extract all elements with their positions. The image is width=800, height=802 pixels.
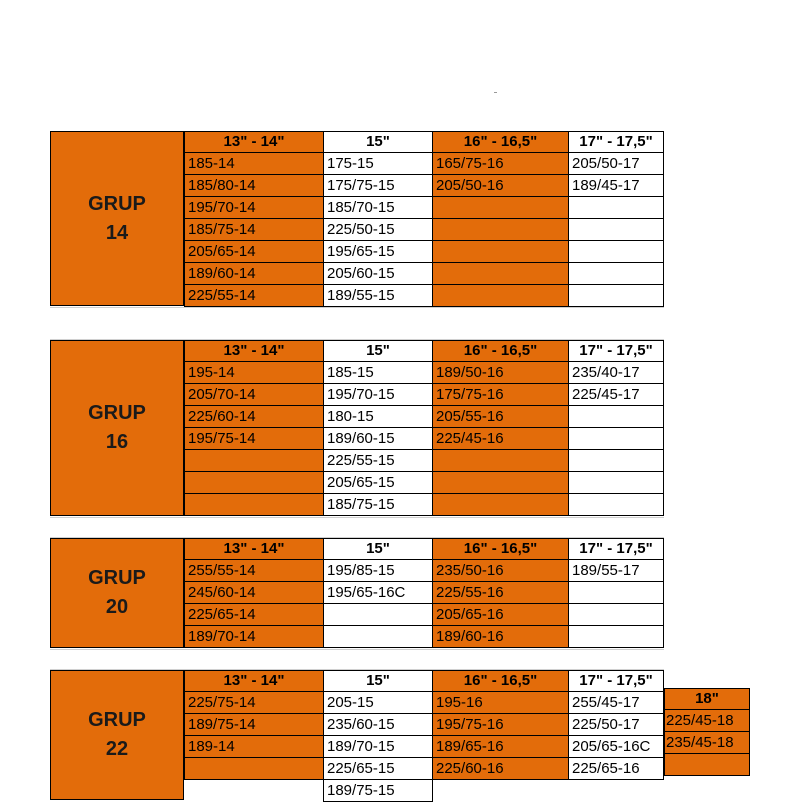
column-header: 18" <box>664 688 750 710</box>
table-cell: 205/65-16C <box>568 736 664 758</box>
table-cell: 235/50-16 <box>432 560 569 582</box>
table-cell: 225/55-14 <box>184 285 324 307</box>
column-16-16-5 <box>432 538 569 648</box>
table-cell: 225/60-16 <box>432 758 569 780</box>
table-cell: 205/65-16 <box>432 604 569 626</box>
table-cell: 189/75-15 <box>323 780 433 802</box>
table-cell: 195/65-15 <box>323 241 433 263</box>
table-cell: 180-15 <box>323 406 433 428</box>
table-cell: 195/70-15 <box>323 384 433 406</box>
table-cell: 175/75-16 <box>432 384 569 406</box>
column-16-16-5 <box>432 340 569 516</box>
column-header: 15" <box>323 131 433 153</box>
group-label: GRUP 16 <box>50 340 184 516</box>
column-13-14 <box>184 670 324 780</box>
table-cell: 185/70-15 <box>323 197 433 219</box>
column-header: 15" <box>323 670 433 692</box>
table-cell <box>568 428 664 450</box>
column-header: 17" - 17,5" <box>568 670 664 692</box>
table-cell: 225/55-16 <box>432 582 569 604</box>
table-cell: 175-15 <box>323 153 433 175</box>
column-17-17-5 <box>568 670 664 780</box>
table-cell <box>432 219 569 241</box>
table-cell: 185/80-14 <box>184 175 324 197</box>
table-cell: 185-15 <box>323 362 433 384</box>
column-header: 13" - 14" <box>184 131 324 153</box>
table-cell: 189-14 <box>184 736 324 758</box>
table-cell: 165/75-16 <box>432 153 569 175</box>
column-header: 17" - 17,5" <box>568 538 664 560</box>
column-header: 13" - 14" <box>184 340 324 362</box>
table-cell: 195-14 <box>184 362 324 384</box>
table-cell <box>184 472 324 494</box>
table-cell: 245/60-14 <box>184 582 324 604</box>
table-cell <box>432 494 569 516</box>
column-18 <box>664 688 750 776</box>
column-15 <box>323 538 433 648</box>
table-cell: 205/70-14 <box>184 384 324 406</box>
column-15 <box>323 670 433 802</box>
table-cell <box>568 472 664 494</box>
table-cell <box>568 406 664 428</box>
table-cell: 205/50-16 <box>432 175 569 197</box>
table-cell <box>432 450 569 472</box>
table-cell <box>664 754 750 776</box>
table-cell: 185/75-14 <box>184 219 324 241</box>
table-cell: 225/45-17 <box>568 384 664 406</box>
table-cell <box>568 450 664 472</box>
table-cell: 235/40-17 <box>568 362 664 384</box>
table-cell: 235/45-18 <box>664 732 750 754</box>
table-cell <box>432 263 569 285</box>
table-cell <box>432 241 569 263</box>
stray-mark <box>494 92 497 93</box>
table-cell: 189/50-16 <box>432 362 569 384</box>
table-cell: 195-16 <box>432 692 569 714</box>
table-cell: 189/45-17 <box>568 175 664 197</box>
table-cell: 255/45-17 <box>568 692 664 714</box>
table-cell: 205/60-15 <box>323 263 433 285</box>
table-cell: 205/55-16 <box>432 406 569 428</box>
table-cell <box>184 758 324 780</box>
column-13-14 <box>184 131 324 307</box>
column-16-16-5 <box>432 670 569 780</box>
column-header: 13" - 14" <box>184 670 324 692</box>
table-cell: 189/55-15 <box>323 285 433 307</box>
group-label: GRUP 14 <box>50 131 184 306</box>
divider <box>50 517 664 518</box>
table-cell <box>568 494 664 516</box>
table-cell: 205/50-17 <box>568 153 664 175</box>
table-cell: 185-14 <box>184 153 324 175</box>
table-cell: 205/65-14 <box>184 241 324 263</box>
table-cell: 189/60-15 <box>323 428 433 450</box>
table-cell: 195/75-16 <box>432 714 569 736</box>
table-cell: 189/70-14 <box>184 626 324 648</box>
column-13-14 <box>184 538 324 648</box>
table-cell <box>568 285 664 307</box>
table-cell: 225/65-16 <box>568 758 664 780</box>
table-cell: 195/65-16C <box>323 582 433 604</box>
table-cell <box>568 219 664 241</box>
table-cell: 195/85-15 <box>323 560 433 582</box>
table-cell <box>568 626 664 648</box>
column-header: 15" <box>323 340 433 362</box>
column-16-16-5 <box>432 131 569 307</box>
table-cell <box>568 197 664 219</box>
table-cell: 225/65-15 <box>323 758 433 780</box>
table-cell: 205-15 <box>323 692 433 714</box>
column-header: 17" - 17,5" <box>568 340 664 362</box>
table-cell <box>568 263 664 285</box>
table-cell: 189/70-15 <box>323 736 433 758</box>
table-cell: 255/55-14 <box>184 560 324 582</box>
table-cell <box>432 197 569 219</box>
table-cell <box>432 285 569 307</box>
table-cell: 235/60-15 <box>323 714 433 736</box>
column-17-17-5 <box>568 131 664 307</box>
table-cell <box>568 604 664 626</box>
table-cell: 189/60-16 <box>432 626 569 648</box>
table-cell: 189/60-14 <box>184 263 324 285</box>
table-cell: 225/60-14 <box>184 406 324 428</box>
column-17-17-5 <box>568 340 664 516</box>
table-cell: 225/45-16 <box>432 428 569 450</box>
column-header: 16" - 16,5" <box>432 670 569 692</box>
table-cell: 225/75-14 <box>184 692 324 714</box>
column-17-17-5 <box>568 538 664 648</box>
table-cell: 175/75-15 <box>323 175 433 197</box>
table-cell: 225/55-15 <box>323 450 433 472</box>
table-cell <box>184 450 324 472</box>
divider <box>50 649 664 650</box>
table-cell: 185/75-15 <box>323 494 433 516</box>
table-cell <box>432 472 569 494</box>
table-cell: 225/65-14 <box>184 604 324 626</box>
column-header: 13" - 14" <box>184 538 324 560</box>
table-cell <box>323 604 433 626</box>
column-header: 17" - 17,5" <box>568 131 664 153</box>
table-cell <box>323 626 433 648</box>
column-header: 16" - 16,5" <box>432 538 569 560</box>
table-cell: 189/75-14 <box>184 714 324 736</box>
table-cell: 225/45-18 <box>664 710 750 732</box>
table-cell <box>568 582 664 604</box>
table-cell: 189/65-16 <box>432 736 569 758</box>
table-cell: 189/55-17 <box>568 560 664 582</box>
table-cell: 195/70-14 <box>184 197 324 219</box>
table-cell: 205/65-15 <box>323 472 433 494</box>
column-15 <box>323 340 433 516</box>
column-header: 16" - 16,5" <box>432 340 569 362</box>
table-cell: 225/50-15 <box>323 219 433 241</box>
table-cell: 195/75-14 <box>184 428 324 450</box>
group-label: GRUP 20 <box>50 538 184 648</box>
column-13-14 <box>184 340 324 516</box>
column-header: 16" - 16,5" <box>432 131 569 153</box>
column-header: 15" <box>323 538 433 560</box>
table-cell: 225/50-17 <box>568 714 664 736</box>
group-label: GRUP 22 <box>50 670 184 800</box>
table-cell <box>184 494 324 516</box>
divider <box>50 307 664 308</box>
table-cell <box>568 241 664 263</box>
column-15 <box>323 131 433 307</box>
